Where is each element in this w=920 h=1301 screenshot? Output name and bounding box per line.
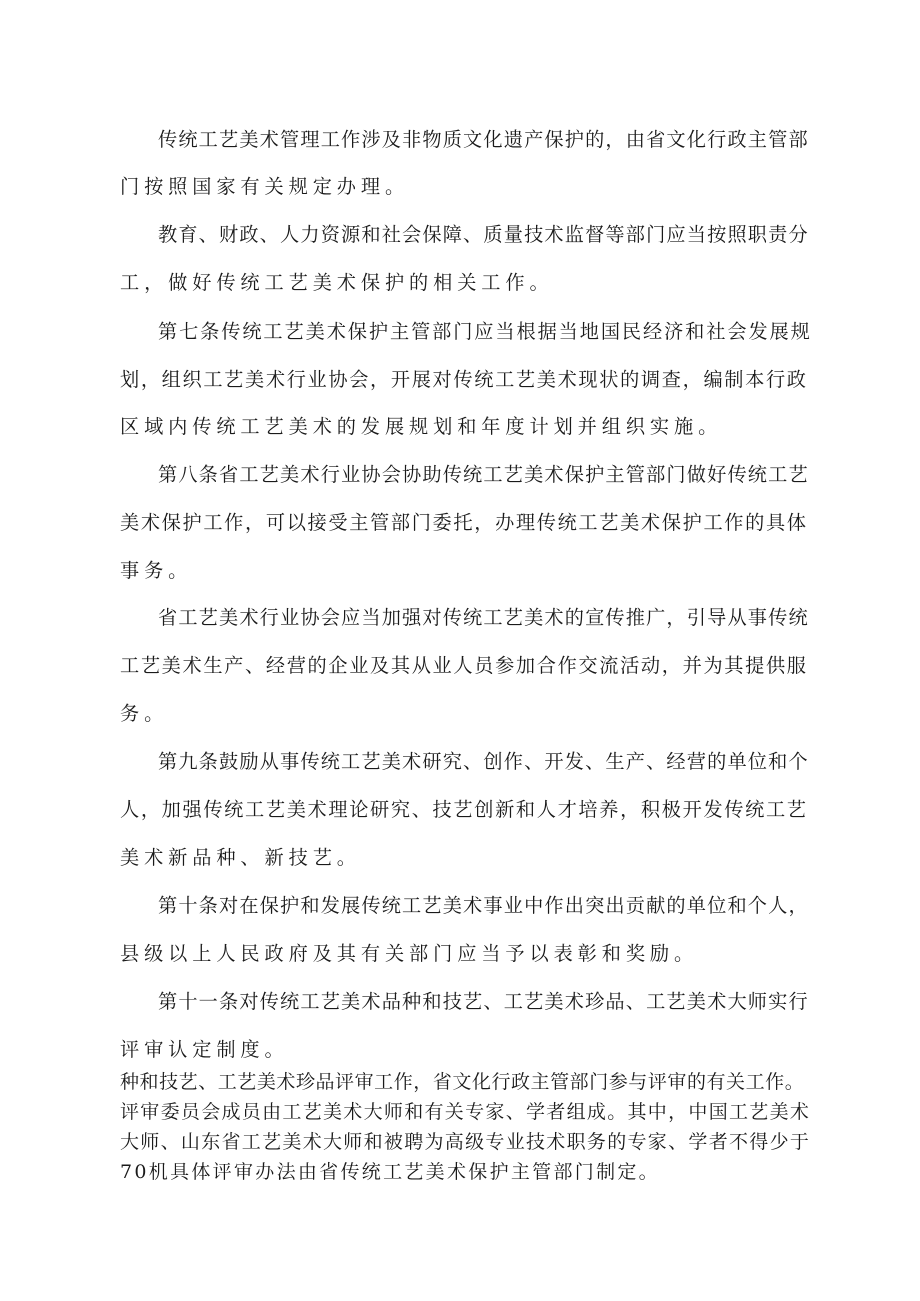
text-line: 大师、山东省工艺美术大师和被聘为高级专业技术职务的专家、学者不得少于 xyxy=(120,1131,811,1153)
text-line: 务。 xyxy=(120,702,169,725)
text-line: 区域内传统工艺美术的发展规划和年度计划并组织实施。 xyxy=(120,415,723,438)
text-line: 第七条传统工艺美术保护主管部门应当根据当地国民经济和社会发展规 xyxy=(158,320,812,343)
text-line: 第九条鼓励从事传统工艺美术研究、创作、开发、生产、经营的单位和个 xyxy=(158,750,809,773)
text-line: 工，做好传统工艺美术保护的相关工作。 xyxy=(120,271,554,294)
text-line: 第八条省工艺美术行业协会协助传统工艺美术保护主管部门做好传统工艺 xyxy=(158,463,809,486)
text-line: 种和技艺、工艺美术珍品评审工作，省文化行政主管部门参与评审的有关工作。 xyxy=(120,1071,805,1093)
text-line: 70机具体评审办法由省传统工艺美术保护主管部门制定。 xyxy=(120,1161,660,1183)
text-line: 划，组织工艺美术行业协会，开展对传统工艺美术现状的调查，编制本行政 xyxy=(120,368,808,391)
text-line: 县级以上人民政府及其有关部门应当予以表彰和奖励。 xyxy=(120,942,699,965)
text-line: 第十一条对传统工艺美术品种和技艺、工艺美术珍品、工艺美术大师实行 xyxy=(158,990,809,1013)
text-line: 美术保护工作，可以接受主管部门委托，办理传统工艺美术保护工作的具体 xyxy=(120,511,808,534)
text-line: 省工艺美术行业协会应当加强对传统工艺美术的宣传推广，引导从事传统 xyxy=(158,606,809,629)
text-line: 工艺美术生产、经营的企业及其从业人员参加合作交流活动，并为其提供服 xyxy=(120,654,808,677)
text-line: 教育、财政、人力资源和社会保障、质量技术监督等部门应当按照职责分 xyxy=(158,223,809,246)
text-line: 第十条对在保护和发展传统工艺美术事业中作出突出贡献的单位和个人， xyxy=(158,894,809,917)
text-line: 评审委员会成员由工艺美术大师和有关专家、学者组成。其中，中国工艺美术 xyxy=(120,1101,811,1123)
text-line: 人，加强传统工艺美术理论研究、技艺创新和人才培养，积极开发传统工艺 xyxy=(120,798,808,821)
text-line: 事务。 xyxy=(120,559,193,582)
text-line: 评审认定制度。 xyxy=(120,1038,289,1061)
text-line: 传统工艺美术管理工作涉及非物质文化遗产保护的，由省文化行政主管部 xyxy=(158,128,809,151)
text-line: 门按照国家有关规定办理。 xyxy=(120,175,410,198)
text-line: 美术新品种、新技艺。 xyxy=(120,846,361,869)
